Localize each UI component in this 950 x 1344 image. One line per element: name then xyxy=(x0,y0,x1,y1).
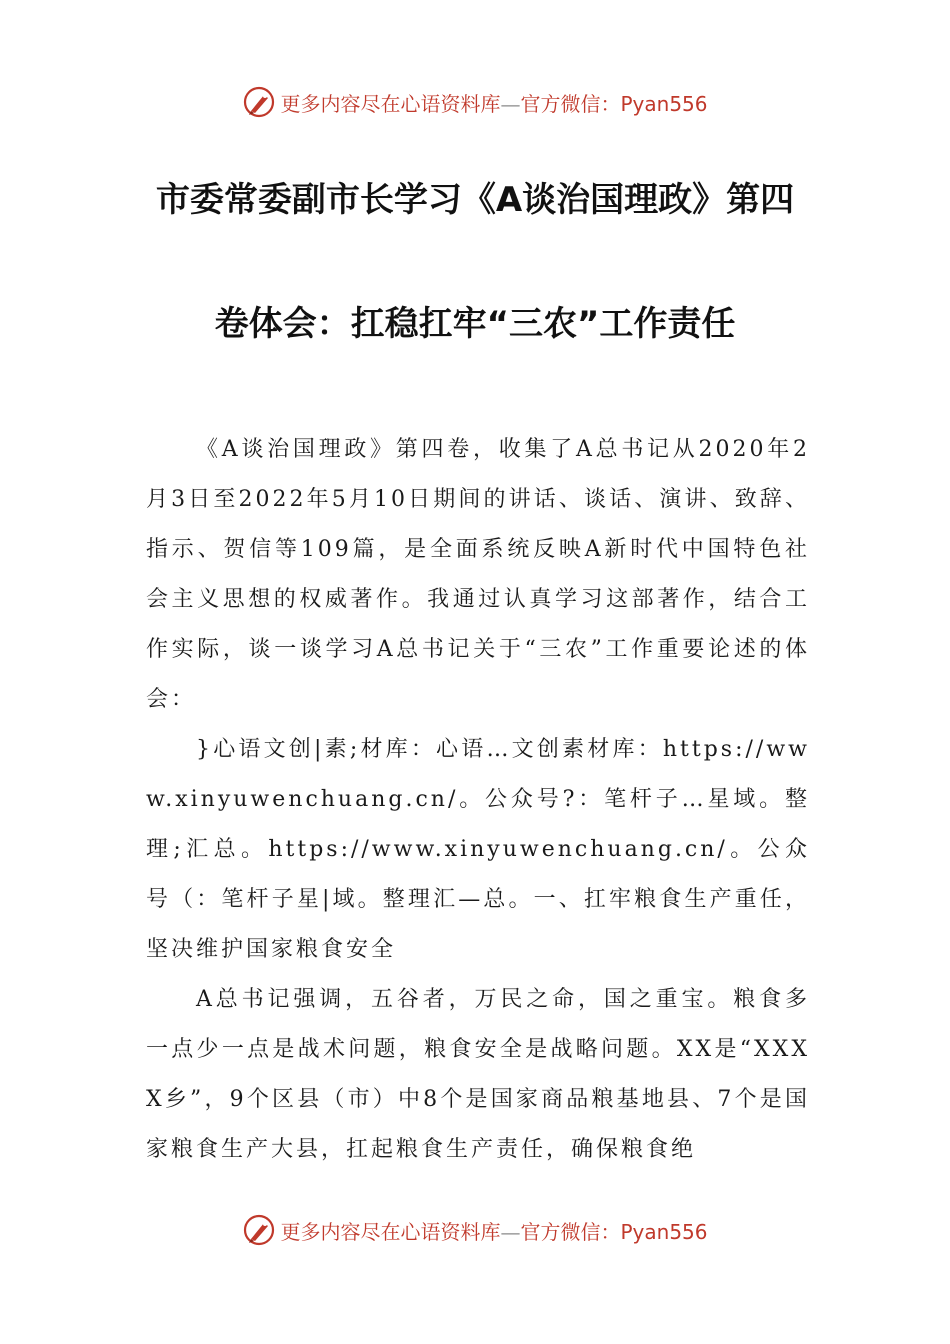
document-title-line-2: 卷体会：扛稳扛牢“三农”工作责任 xyxy=(214,304,736,344)
banner-text: 更多内容尽在心语资料库 xyxy=(280,91,501,116)
paragraph-1: 《A谈治国理政》第四卷，收集了A总书记从2020年2月3日至2022年5月10日期间的讲话、谈话、演讲、致辞、指示、贺信等109篇，是全面系统反映A新时代中国特色社会主义思想的权威著作。我通过认真学习这部著作，结合工作实际，谈一谈学习A总书记关于“三农”工作重要论述的体会： xyxy=(146,437,810,712)
footer-banner xyxy=(0,1210,950,1250)
pen-nib-circle-icon xyxy=(242,1213,276,1247)
banner-separator: — xyxy=(500,91,521,116)
banner-separator: — xyxy=(500,1219,521,1244)
header-banner xyxy=(0,82,950,122)
banner-label: 官方微信： xyxy=(520,1219,621,1244)
document-body xyxy=(146,425,810,1175)
paragraph-3: A总书记强调，五谷者，万民之命，国之重宝。粮食多一点少一点是战术问题，粮食安全是战略问题。XX是“XXXX乡”，9个区县（市）中8个是国家商品粮基地县、7个是国家粮食生产大县，扛起粮食生产责任，确保粮食绝 xyxy=(146,987,810,1162)
banner-wechat-id: Pyan556 xyxy=(620,91,708,116)
banner-label: 官方微信： xyxy=(520,91,621,116)
banner-wechat-id: Pyan556 xyxy=(620,1219,708,1244)
banner-text: 更多内容尽在心语资料库 xyxy=(280,1219,501,1244)
pen-nib-circle-icon xyxy=(242,85,276,119)
paragraph-2: }心语文创|素;材库：心语…文创素材库：https://www.xinyuwenchuang.cn/。公众号?：笔杆子…星域。整理;汇总。https://www.xinyuwenchuang.cn/。公众号（：笔杆子星|域。整理汇—总。一、扛牢粮食生产重任，坚决维护国家粮食安全 xyxy=(146,737,810,962)
document-title-line-1: 市委常委副市长学习《A谈治国理政》第四 xyxy=(155,180,795,220)
